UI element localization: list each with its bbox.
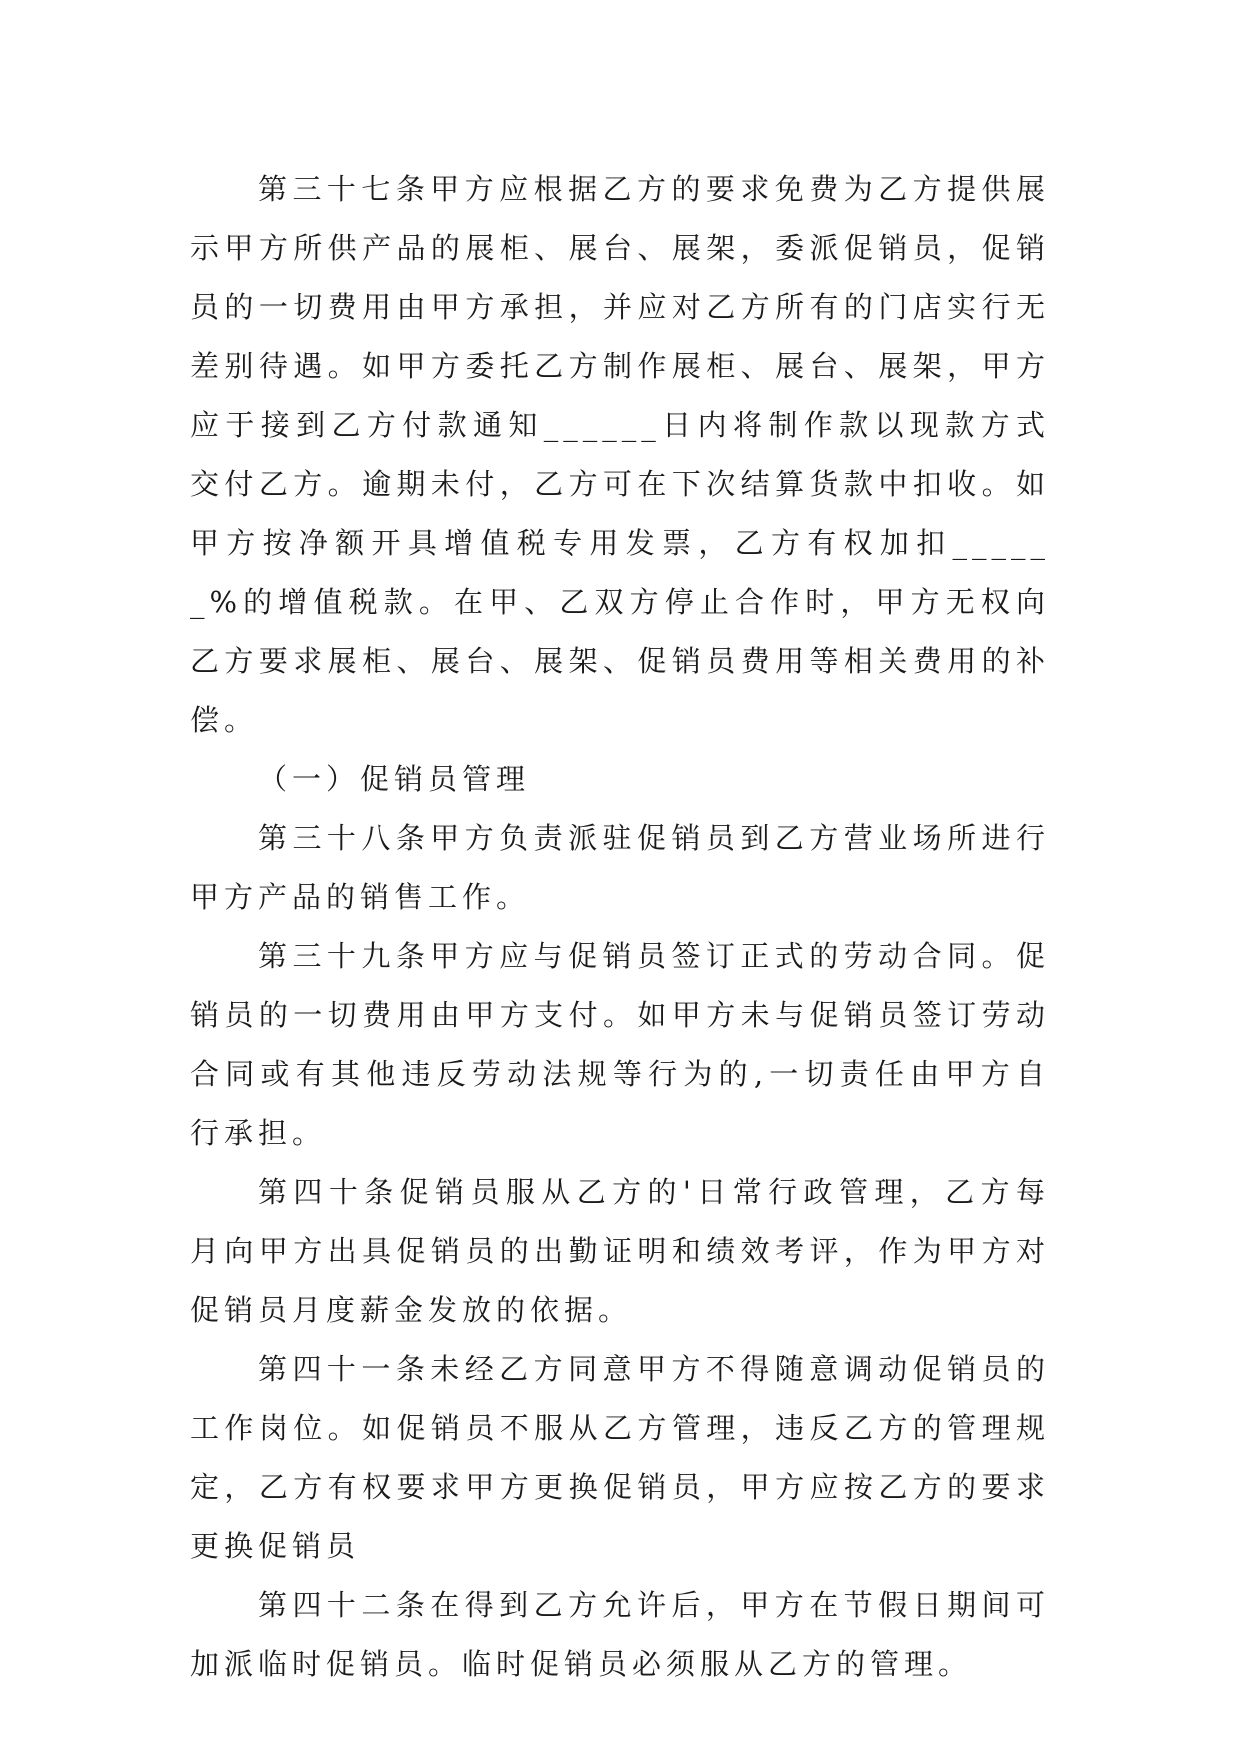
document-body [190, 160, 1050, 1694]
article-38: 第三十八条甲方负责派驻促销员到乙方营业场所进行甲方产品的销售工作。 [190, 821, 1050, 914]
section-heading-promoter-management: （一）促销员管理 [258, 762, 531, 796]
article-41: 第四十一条未经乙方同意甲方不得随意调动促销员的工作岗位。如促销员不服从乙方管理，违反乙方的管理规定，乙方有权要求甲方更换促销员，甲方应按乙方的要求更换促销员 [190, 1352, 1050, 1563]
article-39: 第三十九条甲方应与促销员签订正式的劳动合同。促销员的一切费用由甲方支付。如甲方未与促销员签订劳动合同或有其他违反劳动法规等行为的,一切责任由甲方自行承担。 [190, 939, 1050, 1150]
article-42: 第四十二条在得到乙方允许后，甲方在节假日期间可加派临时促销员。临时促销员必须服从乙方的管理。 [190, 1588, 1050, 1681]
article-37: 第三十七条甲方应根据乙方的要求免费为乙方提供展示甲方所供产品的展柜、展台、展架，委派促销员，促销员的一切费用由甲方承担，并应对乙方所有的门店实行无差别待遇。如甲方委托乙方制作展柜、展台、展架，甲方应于接到乙方付款通知______日内将制作款以现款方式交付乙方。逾期未付，乙方可在下次结算货款中扣收。如甲方按净额开具增值税专用发票，乙方有权加扣______%的增值税款。在甲、乙双方停止合作时，甲方无权向乙方要求展柜、展台、展架、促销员费用等相关费用的补偿。 [190, 172, 1050, 737]
article-40: 第四十条促销员服从乙方的'日常行政管理，乙方每月向甲方出具促销员的出勤证明和绩效考评，作为甲方对促销员月度薪金发放的依据。 [190, 1175, 1050, 1327]
